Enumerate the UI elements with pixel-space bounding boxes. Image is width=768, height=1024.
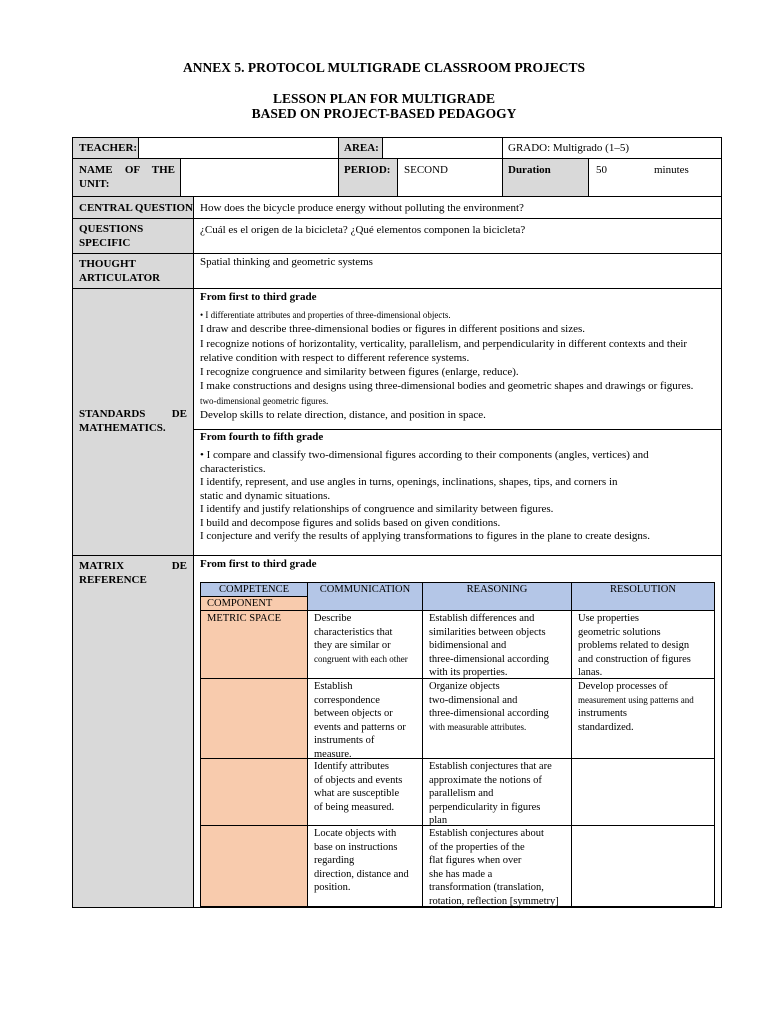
communication-header: COMMUNICATION (307, 582, 423, 611)
central-question-value: How does the bicycle produce energy without polluting the environment? (200, 202, 524, 214)
thought-articulator-label-line2: ARTICULATOR (79, 272, 161, 284)
plan-title-line1: LESSON PLAN FOR MULTIGRADE (273, 91, 495, 106)
standard-item: Develop skills to relate direction, distance, and position in space. (200, 409, 486, 422)
standard-item: I recognize congruence and similarity between figures (enlarge, reduce). (200, 366, 519, 379)
matrix-cell-reasoning (422, 678, 572, 759)
thought-articulator-value: Spatial thinking and geometric systems (200, 256, 373, 268)
matrix-text: three-dimensional according (429, 708, 549, 719)
area-label: AREA: (344, 142, 379, 154)
matrix-text: perpendicularity in figures (429, 801, 541, 813)
unit-label-line1: NAME OF THE (79, 164, 175, 176)
matrix-text: lanas. (578, 667, 603, 678)
matrix-cell-resolution (571, 758, 715, 826)
matrix-text: Use properties (578, 613, 639, 624)
standard-item: two-dimensional geometric figures. (200, 395, 329, 406)
matrix-text: bidimensional and (429, 640, 507, 651)
matrix-text: Establish conjectures that are (429, 761, 552, 772)
matrix-label-line1: MATRIX DE (79, 560, 187, 572)
specific-questions-value: ¿Cuál es el origen de la bicicleta? ¿Qué elementos componen la bicicleta? (200, 224, 526, 236)
matrix-text: direction, distance and (314, 868, 409, 880)
standard-item: I identify and justify relationships of congruence and similarity between figures. (200, 503, 554, 515)
standards-fourth-list (194, 447, 722, 546)
matrix-text: Identify attributes (314, 761, 389, 772)
matrix-text: parallelism and (429, 788, 494, 799)
metric-space-cell (200, 610, 308, 679)
plan-title-line2: BASED ON PROJECT-BASED PEDAGOGY (251, 106, 517, 121)
matrix-cell-resolution (571, 678, 715, 759)
matrix-text: of being measured. (314, 801, 395, 813)
matrix-text: they are similar or (314, 640, 391, 651)
matrix-text: Establish differences and (429, 613, 535, 624)
standard-item: I identify, represent, and use angles in turns, openings, inclinations, shapes, tips, and corners in (200, 476, 618, 488)
matrix-text: of the properties of the (429, 841, 525, 853)
specific-questions-label-line1: QUESTIONS (79, 223, 144, 235)
matrix-text: instruments (578, 708, 627, 719)
matrix-cell-communication (307, 678, 423, 759)
component-cell (200, 678, 308, 759)
standards-first-list (194, 306, 722, 424)
matrix-cell-resolution (571, 825, 715, 907)
standards-label-line1: STANDARDS DE (79, 408, 187, 420)
matrix-text: she has made a (429, 868, 493, 880)
matrix-text: events and patterns or (314, 721, 406, 733)
period-value: SECOND (404, 164, 449, 176)
matrix-text: with measurable attributes. (429, 721, 527, 732)
component-cell (200, 825, 308, 907)
matrix-cell-resolution (571, 610, 715, 679)
matrix-text: measurement using patterns and (578, 694, 694, 705)
matrix-text: approximate the notions of (429, 774, 542, 786)
matrix-text: geometric solutions (578, 626, 661, 638)
specific-questions-label-line2: SPECIFIC (79, 237, 131, 249)
matrix-text: Locate objects with (314, 828, 397, 839)
standard-item: static and dynamic situations. (200, 489, 331, 502)
matrix-cell-communication (307, 825, 423, 907)
matrix-text: three-dimensional according (429, 653, 549, 665)
matrix-text: Describe (314, 613, 352, 624)
matrix-text: Establish conjectures about (429, 828, 544, 839)
competence-header: COMPETENCE (200, 582, 308, 597)
matrix-text: plan (429, 815, 448, 826)
matrix-cell-communication (307, 758, 423, 826)
standards-label-line2: MATHEMATICS. (79, 422, 166, 434)
standard-item: I build and decompose figures and solids based on given conditions. (200, 516, 501, 529)
matrix-cell-reasoning (422, 610, 572, 679)
matrix-text: two-dimensional and (429, 694, 518, 706)
duration-label: Duration (508, 164, 551, 176)
standards-fourth-heading: From fourth to fifth grade (200, 431, 324, 443)
matrix-text: problems related to design (578, 640, 690, 651)
matrix-text: Establish (314, 681, 353, 692)
metric-space-label: METRIC SPACE (207, 613, 282, 624)
resolution-header: RESOLUTION (571, 582, 715, 611)
matrix-text: position. (314, 882, 351, 893)
unit-value-background (180, 159, 338, 196)
standard-item: I conjecture and verify the results of applying transformations to figures in the plane to create designs. (200, 530, 650, 542)
matrix-text: transformation (translation, (429, 882, 544, 893)
matrix-label-line2: REFERENCE (79, 574, 147, 586)
thought-articulator-label-line1: THOUGHT (79, 258, 136, 270)
matrix-text: Develop processes of (578, 681, 668, 692)
matrix-text: congruent with each other (314, 653, 408, 664)
matrix-text: Organize objects (429, 681, 500, 692)
matrix-text: what are susceptible (314, 788, 400, 799)
component-header: COMPONENT (200, 596, 308, 611)
duration-number: 50 (596, 164, 607, 176)
matrix-text: rotation, reflection [symmetry] (429, 895, 559, 907)
matrix-text: similarities between objects (429, 626, 546, 638)
matrix-text: characteristics that (314, 626, 393, 638)
standard-item: characteristics. (200, 462, 266, 475)
standard-item: I make constructions and designs using three-dimensional bodies and geometric shapes and drawings or figures. (200, 380, 694, 393)
matrix-heading: From first to third grade (200, 558, 317, 570)
matrix-text: base on instructions (314, 841, 398, 853)
reasoning-header: REASONING (422, 582, 572, 611)
standard-item: relative condition with respect to different reference systems. (200, 351, 470, 364)
matrix-cell-reasoning (422, 758, 572, 826)
matrix-text: regarding (314, 855, 355, 866)
matrix-text: flat figures when over (429, 855, 522, 866)
annex-title: ANNEX 5. PROTOCOL MULTIGRADE CLASSROOM PROJECTS (182, 60, 586, 75)
central-question-label: CENTRAL QUESTION (79, 202, 194, 214)
matrix-text: correspondence (314, 694, 380, 706)
matrix-text: of objects and events (314, 774, 403, 786)
unit-label-line2: UNIT: (79, 178, 110, 190)
duration-unit: minutes (654, 164, 689, 176)
matrix-text: between objects or (314, 708, 393, 719)
matrix-text: and construction of figures (578, 653, 691, 665)
teacher-value-background (138, 138, 338, 158)
grado-field: GRADO: Multigrado (1–5) (508, 142, 629, 154)
period-label: PERIOD: (344, 164, 391, 176)
teacher-label: TEACHER: (79, 142, 138, 154)
matrix-text: standardized. (578, 721, 634, 733)
standard-item: • I differentiate attributes and properties of three-dimensional objects. (200, 310, 451, 320)
standards-first-heading: From first to third grade (200, 291, 317, 303)
component-cell (200, 758, 308, 826)
matrix-cell-reasoning (422, 825, 572, 907)
standard-item: I draw and describe three-dimensional bodies or figures in different positions and sizes. (200, 323, 585, 336)
standard-item: • I compare and classify two-dimensional figures according to their components (angles, vertices) and (200, 449, 649, 461)
matrix-cell-communication (307, 610, 423, 679)
standard-item: I recognize notions of horizontality, verticality, parallelism, and perpendicularity in different contexts and their (200, 337, 688, 350)
matrix-text: with its properties. (429, 667, 508, 678)
matrix-text: instruments of (314, 735, 375, 746)
matrix-text: measure. (314, 748, 352, 760)
